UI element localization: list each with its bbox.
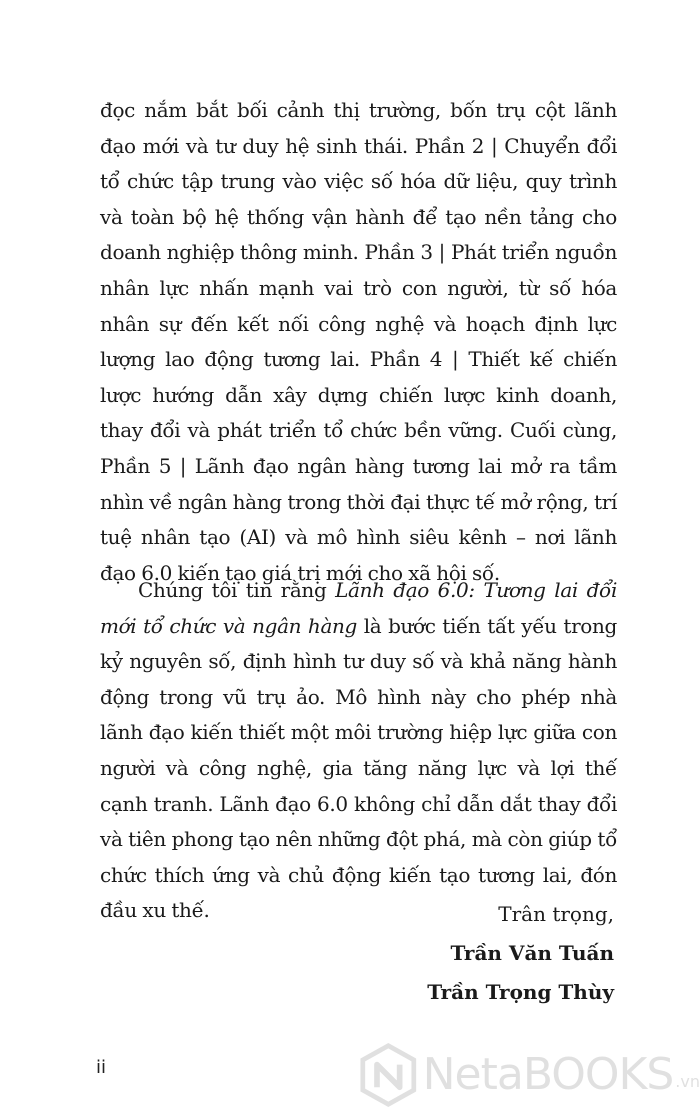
netabooks-logo-icon: [360, 1042, 417, 1108]
watermark-domain: .vn: [675, 1072, 700, 1091]
watermark-brand: NetaBOOKS: [422, 1049, 674, 1100]
paragraph-2-rest: là bước tiến tất yếu trong kỷ nguyên số, định hình tư duy số và khả năng hành động trong vũ trụ ảo. Mô hình này cho phép nhà lãnh đạo kiến thiết một môi trường hiệp lực giữa con người và công nghệ, gia tăng năng lực và lợi thế cạnh tranh. Lãnh đạo 6.0 không chỉ dẫn dắt thay đổi và tiên phong tạo nên những đột phá, mà còn giúp tổ chức thích ứng và chủ động kiến tạo tương lai, đón đầu xu thế.: [100, 613, 617, 923]
watermark: [360, 1030, 700, 1119]
body-paragraph-2: [100, 573, 617, 929]
paragraph-2-intro: Chúng tôi tin rằng: [138, 578, 336, 602]
closing-salutation: Trân trọng,: [498, 902, 614, 926]
signature-author-2: Trần Trọng Thùy: [427, 980, 614, 1004]
page-number: ii: [96, 1057, 107, 1078]
signature-author-1: Trần Văn Tuấn: [450, 941, 614, 965]
book-title-italic: Lãnh đạo 6.0: Tương lai đổi mới tổ chức và ngân hàng: [100, 578, 617, 638]
closing-block: [427, 895, 614, 1012]
body-paragraph-1: đọc nắm bắt bối cảnh thị trường, bốn trụ cột lãnh đạo mới và tư duy hệ sinh thái. Phần 2 | Chuyển đổi tổ chức tập trung vào việc số hóa dữ liệu, quy trình và toàn bộ hệ thống vận hành để tạo nền tảng cho doanh nghiệp thông minh. Phần 3 | Phát triển nguồn nhân lực nhấn mạnh vai trò con người, từ số hóa nhân sự đến kết nối công nghệ và hoạch định lực lượng lao động tương lai. Phần 4 | Thiết kế chiến lược hướng dẫn xây dựng chiến lược kinh doanh, thay đổi và phát triển tổ chức bền vững. Cuối cùng, Phần 5 | Lãnh đạo ngân hàng tương lai mở ra tầm nhìn về ngân hàng trong thời đại thực tế mở rộng, trí tuệ nhân tạo (AI) và mô hình siêu kênh – nơi lãnh đạo 6.0 kiến tạo giá trị mới cho xã hội số.: [100, 98, 617, 585]
